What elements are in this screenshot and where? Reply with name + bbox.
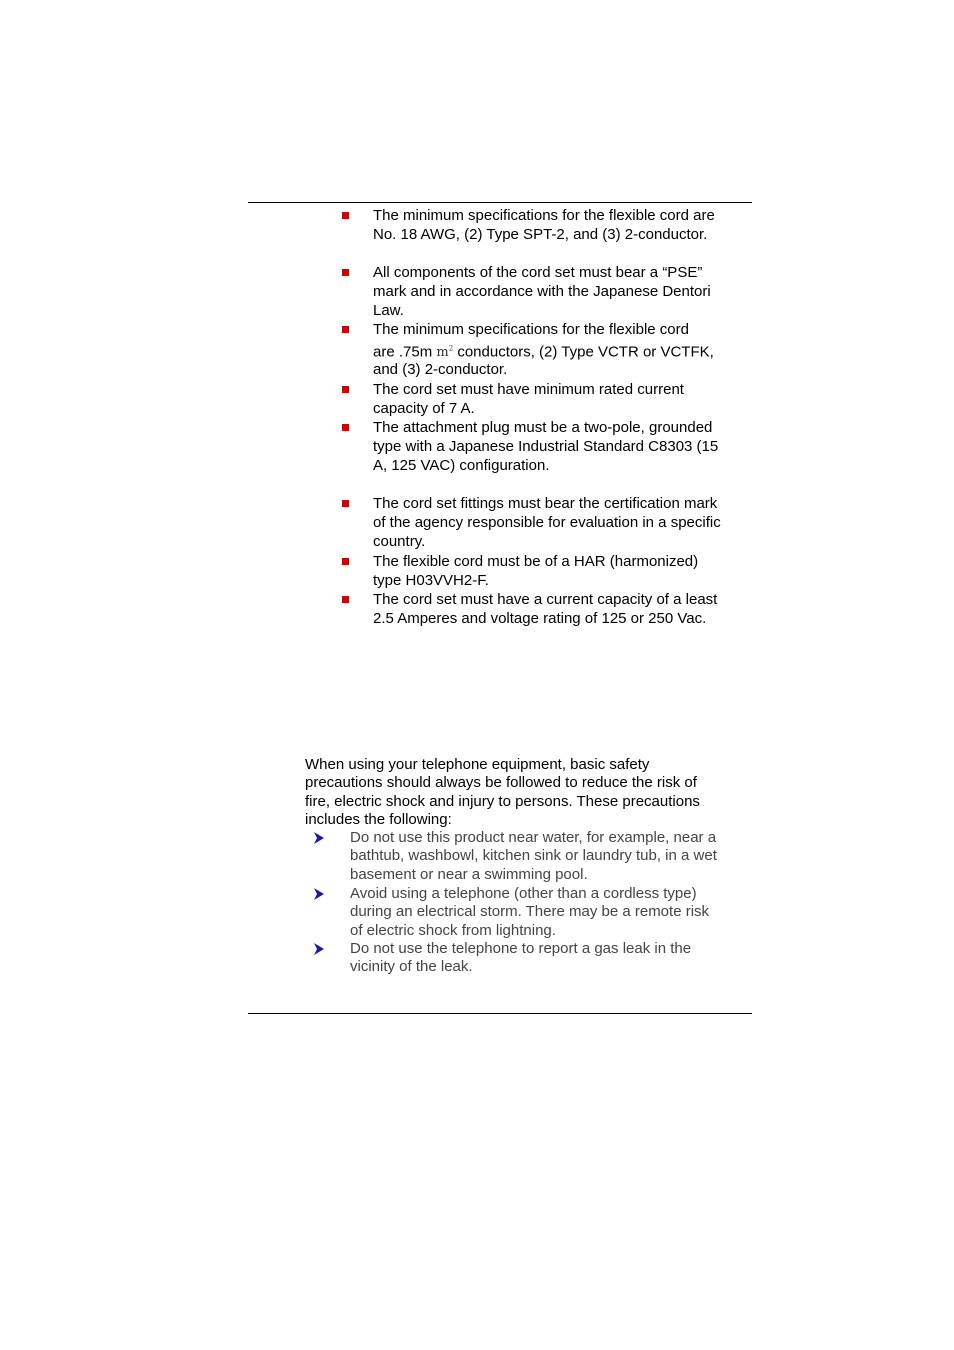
square-meter-unit <box>436 345 453 360</box>
arrow-bullet-icon <box>312 887 326 901</box>
list-item <box>373 418 753 475</box>
list-item-line: Do not use this product near water, for example, near a <box>350 829 717 846</box>
list-item <box>373 494 753 551</box>
bottom-rule <box>248 1013 752 1014</box>
arrow-bullet-icon <box>312 831 326 845</box>
square-bullet-icon <box>342 596 349 603</box>
list-item-line: basement or near a swimming pool. <box>350 865 588 883</box>
list-item-line: No. 18 AWG, (2) Type SPT-2, and (3) 2-conductor. <box>373 226 708 243</box>
list-item-line: The minimum specifications for the flexible cord <box>373 321 689 338</box>
list-item-line: 2.5 Amperes and voltage rating of 125 or 250 Vac. <box>373 610 707 627</box>
list-item-line: A, 125 VAC) configuration. <box>373 457 550 474</box>
list-item-line: Avoid using a telephone (other than a cordless type) <box>350 885 697 902</box>
square-bullet-icon <box>342 424 349 431</box>
arrow-bullet-icon <box>312 942 326 956</box>
paragraph-line: fire, electric shock and injury to persons. These precautions <box>305 792 700 810</box>
paragraph-line: precautions should always be followed to reduce the risk of <box>305 774 697 792</box>
square-bullet-icon <box>342 558 349 565</box>
paragraph-line: includes the following: <box>305 810 452 828</box>
square-bullet-icon <box>342 500 349 507</box>
list-item-line: capacity of 7 A. <box>373 400 475 417</box>
list-item <box>350 885 750 940</box>
list-item-line: of the agency responsible for evaluation in a specific <box>373 514 721 531</box>
list-item-line: bathtub, washbowl, kitchen sink or laundry tub, in a wet <box>350 847 717 865</box>
list-item-line: type with a Japanese Industrial Standard C8303 (15 <box>373 438 719 455</box>
list-item <box>373 320 753 379</box>
unit-text: m <box>436 345 449 361</box>
list-item <box>350 829 750 884</box>
list-item <box>373 380 753 418</box>
list-item <box>373 263 753 320</box>
square-bullet-icon <box>342 386 349 393</box>
list-item <box>373 552 753 590</box>
top-rule <box>248 202 752 203</box>
list-item-line: of electric shock from lightning. <box>350 921 556 939</box>
list-item-line: Law. <box>373 302 404 319</box>
telephone-safety-intro <box>305 756 755 829</box>
text-segment: conductors, (2) Type VCTR or VCTFK, <box>453 343 714 361</box>
square-bullet-icon <box>342 269 349 276</box>
list-item-line: The minimum specifications for the flexible cord are <box>373 207 715 224</box>
list-item-line: The cord set must have a current capacity of a least <box>373 591 718 608</box>
unit-superscript: 2 <box>448 345 454 353</box>
square-bullet-icon <box>342 326 349 333</box>
list-item-line: country. <box>373 533 426 550</box>
list-item-line: type H03VVH2-F. <box>373 572 489 589</box>
list-item-line: The cord set must have minimum rated current <box>373 381 684 398</box>
list-item-line: Do not use the telephone to report a gas leak in the <box>350 940 692 957</box>
list-item <box>373 590 753 628</box>
list-item-line: The flexible cord must be of a HAR (harmonized) <box>373 553 699 570</box>
list-item-line: vicinity of the leak. <box>350 958 473 976</box>
list-item-line: and (3) 2-conductor. <box>373 361 508 378</box>
paragraph-line: When using your telephone equipment, basic safety <box>305 756 650 773</box>
list-item-line <box>373 339 753 360</box>
list-item-line: mark and in accordance with the Japanese Dentori <box>373 283 711 300</box>
list-item-line: during an electrical storm. There may be a remote risk <box>350 903 710 921</box>
list-item-line: All components of the cord set must bear a “PSE” <box>373 264 703 281</box>
square-bullet-icon <box>342 212 349 219</box>
list-item-line: The attachment plug must be a two-pole, grounded <box>373 419 713 436</box>
list-item <box>373 206 753 244</box>
text-segment: are .75m <box>373 343 437 361</box>
list-item <box>350 940 750 977</box>
list-item-line: The cord set fittings must bear the certification mark <box>373 495 718 512</box>
